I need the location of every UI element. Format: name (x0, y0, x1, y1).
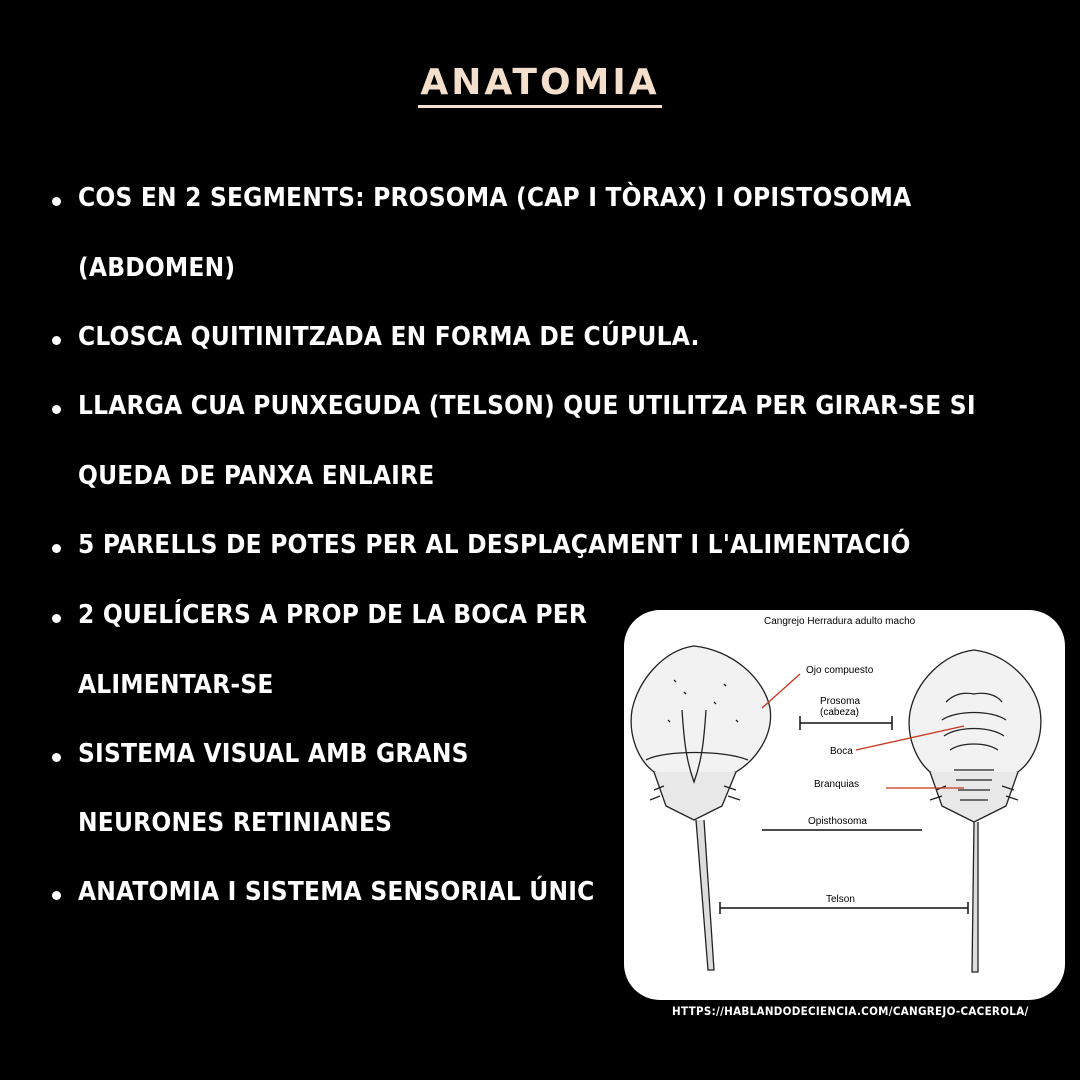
label-boca: Boca (830, 746, 853, 757)
label-telson: Telson (826, 894, 855, 905)
bullet-dot (52, 544, 61, 553)
label-prosoma: Prosoma (820, 696, 861, 707)
bullet-dot (52, 753, 61, 762)
bullet-dot (52, 614, 61, 623)
bullet-6-line-2: NEURONES RETINIANES (78, 808, 393, 838)
bullet-1-line-2: (ABDOMEN) (78, 253, 236, 283)
bullet-3-line-1: LLARGA CUA PUNXEGUDA (TELSON) QUE UTILITZA PER GIRAR-SE SI (78, 391, 976, 421)
bullet-4-line-1: 5 PARELLS DE POTES PER AL DESPLAÇAMENT I L'ALIMENTACIÓ (78, 530, 911, 560)
label-branquias: Branquias (814, 779, 860, 790)
ventral-view-crab (909, 650, 1041, 972)
bullet-7-line-1: ANATOMIA I SISTEMA SENSORIAL ÚNIC (78, 877, 595, 907)
page-title: ANATOMIA (0, 62, 1080, 103)
bullet-5-line-2: ALIMENTAR-SE (78, 670, 274, 700)
bullet-dot (52, 405, 61, 414)
bullet-5-line-1: 2 QUELÍCERS A PROP DE LA BOCA PER (78, 600, 588, 630)
bullet-dot (52, 891, 61, 900)
bullet-dot (52, 336, 61, 345)
horseshoe-crab-diagram (624, 610, 1065, 1000)
bullet-dot (52, 197, 61, 206)
source-url: HTTPS://HABLANDODECIENCIA.COM/CANGREJO-CACEROLA/ (672, 1004, 1029, 1018)
bullet-1-line-1: COS EN 2 SEGMENTS: PROSOMA (CAP I TÒRAX) I OPISTOSOMA (78, 183, 912, 213)
label-opisthosoma: Opisthosoma (808, 816, 867, 827)
dorsal-view-crab (631, 646, 770, 970)
label-ojo-compuesto: Ojo compuesto (806, 665, 874, 676)
bullet-2-line-1: CLOSCA QUITINITZADA EN FORMA DE CÚPULA. (78, 322, 700, 352)
diagram-svg (624, 610, 1065, 1000)
bullet-6-line-1: SISTEMA VISUAL AMB GRANS (78, 739, 469, 769)
bullet-3-line-2: QUEDA DE PANXA ENLAIRE (78, 461, 435, 491)
label-cabeza: (cabeza) (820, 707, 859, 718)
diagram-caption: Cangrejo Herradura adulto macho (764, 616, 916, 627)
